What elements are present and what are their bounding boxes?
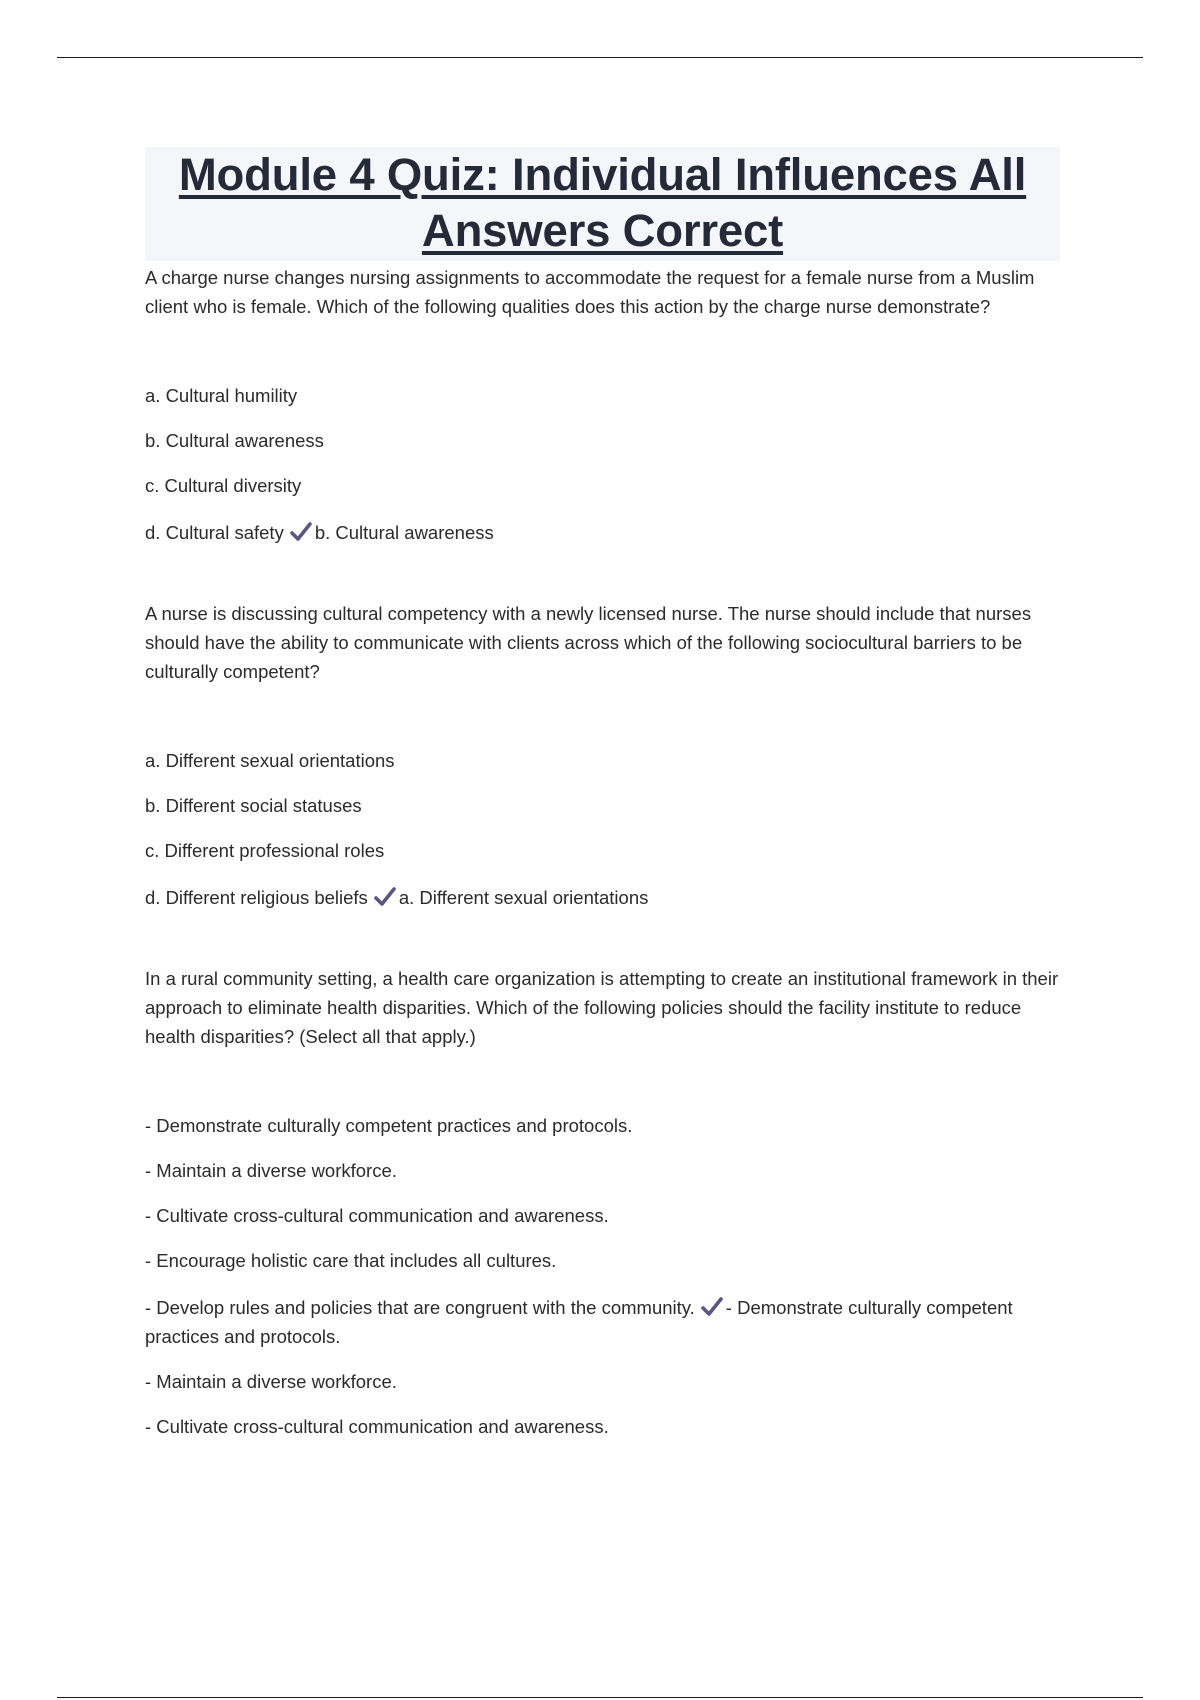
question-text: In a rural community setting, a health care organization is attempting to create an institutional framework in their approach to eliminate health disparities. Which of the following policies should the facility institute to reduce health disparities? (Select all that apply.) <box>145 968 1059 1047</box>
option-item: - Demonstrate culturally competent practices and protocols. <box>145 1115 633 1136</box>
question-block <box>145 964 1060 1441</box>
page-title: Module 4 Quiz: Individual Influences All Answers Correct <box>178 149 1027 256</box>
option-item: a. Different sexual orientations <box>145 750 395 771</box>
bottom-rule <box>57 1697 1143 1698</box>
correct-answer: a. Different sexual orientations <box>398 887 649 908</box>
correct-answer: - Demonstrate culturally competent practices and protocols. <box>145 1297 1013 1347</box>
correct-answer: b. Cultural awareness <box>314 522 494 543</box>
document-body <box>145 147 1060 1441</box>
option-text: - Develop rules and policies that are congruent with the community. <box>145 1297 695 1318</box>
check-mark-icon <box>701 1297 723 1317</box>
option-item-with-answer <box>145 883 1060 912</box>
spacer <box>145 912 1060 964</box>
check-mark-icon <box>374 887 396 907</box>
question-text: A charge nurse changes nursing assignments to accommodate the request for a female nurse from a Muslim client who is female. Which of the following qualities does this action by the charge nurse demonstrate? <box>145 267 1035 317</box>
option-list <box>145 746 1060 912</box>
option-text: d. Cultural safety <box>145 522 284 543</box>
option-item: - Cultivate cross-cultural communication and awareness. <box>145 1205 609 1226</box>
option-list <box>145 381 1060 547</box>
option-item: c. Different professional roles <box>145 840 385 861</box>
option-item: - Encourage holistic care that includes all cultures. <box>145 1250 557 1271</box>
option-item-with-answer <box>145 518 1060 547</box>
option-item: b. Different social statuses <box>145 795 362 816</box>
option-item: b. Cultural awareness <box>145 430 324 451</box>
question-text: A nurse is discussing cultural competency with a newly licensed nurse. The nurse should include that nurses should have the ability to communicate with clients across which of the following sociocultural barriers to be culturally competent? <box>145 603 1032 682</box>
spacer <box>145 547 1060 599</box>
option-item: c. Cultural diversity <box>145 475 302 496</box>
question-block <box>145 263 1060 599</box>
option-item-with-answer <box>145 1293 1060 1351</box>
top-rule <box>57 57 1143 58</box>
option-item: - Maintain a diverse workforce. <box>145 1160 397 1181</box>
option-list <box>145 1111 1060 1441</box>
answer-continuation: - Maintain a diverse workforce. <box>145 1371 397 1392</box>
question-block <box>145 599 1060 964</box>
check-mark-icon <box>290 522 312 542</box>
option-item: a. Cultural humility <box>145 385 298 406</box>
answer-continuation: - Cultivate cross-cultural communication and awareness. <box>145 1416 609 1437</box>
option-text: d. Different religious beliefs <box>145 887 368 908</box>
title-block <box>145 147 1060 261</box>
